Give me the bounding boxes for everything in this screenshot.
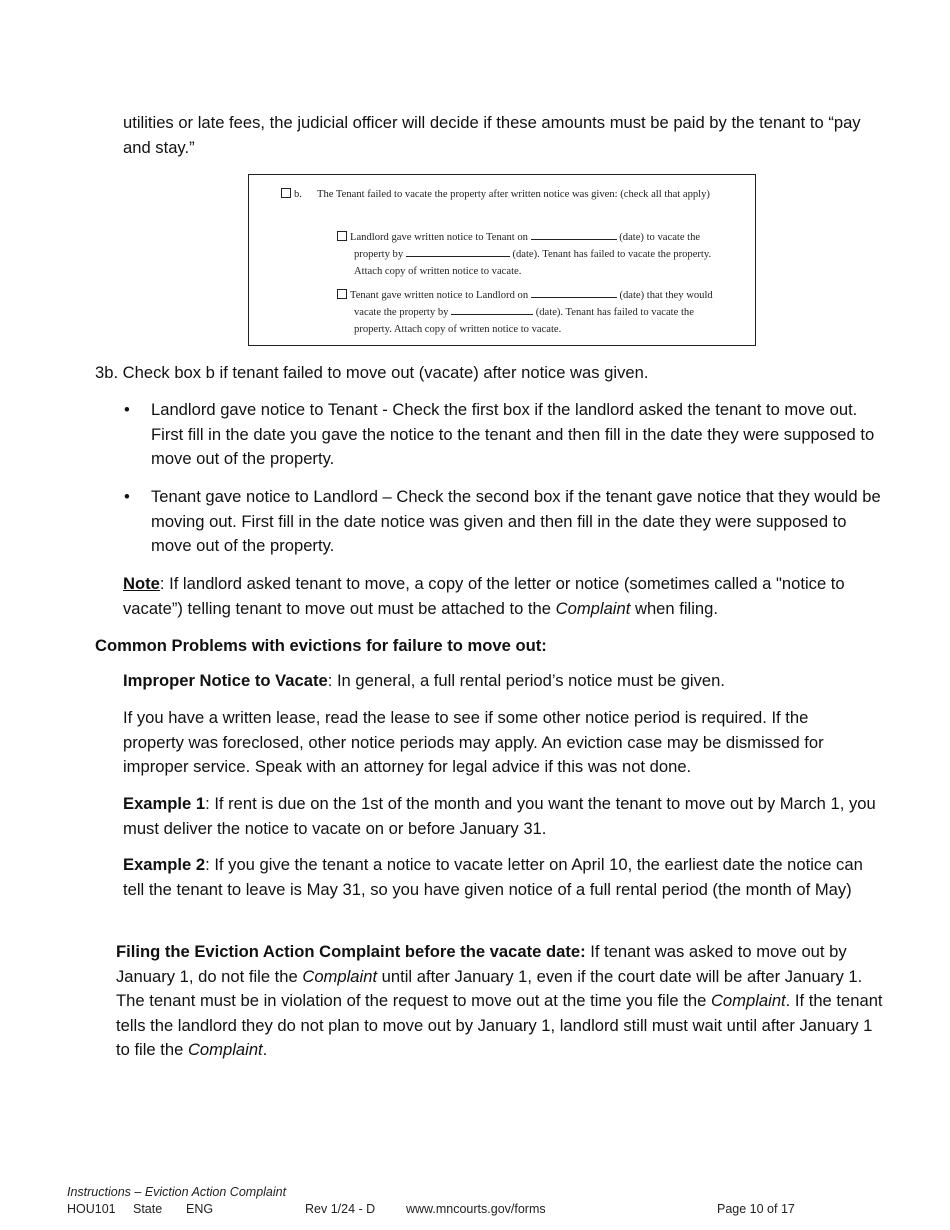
bullet-landlord-notice: Landlord gave notice to Tenant - Check the first box if the landlord asked the tenant to move out. First fill in the date you gave the notice to the tenant and then fill in the date they were supposed to move out of the property. [151,400,875,469]
sub2-text-b: (date) that they would vacate the property by [354,290,713,318]
sub1-text-c: (date). Tenant has failed to vacate the property. Attach copy of written notice to vacate. [354,249,712,277]
blank-date-line [451,305,533,315]
checkbox-tenant-notice [337,289,347,299]
bullet-dot: • [124,400,130,419]
sub1-text-a: Landlord gave written notice to Tenant on [350,232,528,243]
figure-item-b-label: b. [281,186,302,203]
checkbox-landlord-notice [337,231,347,241]
sub2-text-a: Tenant gave written notice to Landlord on [350,290,529,301]
improper-notice-paragraph: Improper Notice to Vacate: In general, a full rental period’s notice must be given. [123,671,725,690]
checkbox-b [281,188,291,198]
bullet-tenant-notice: Tenant gave notice to Landlord – Check the second box if the tenant gave notice that they would be moving out. First fill in the date notice was given and then fill in the date they were supposed to move out of the property. [151,487,881,556]
example-1-paragraph: Example 1: If rent is due on the 1st of the month and you want the tenant to move out by March 1, you must deliver the notice to vacate on or before January 31. [123,794,876,838]
footer-language: ENG [186,1202,214,1216]
note-label: Note [123,574,160,593]
footer-url: www.mncourts.gov/forms [406,1202,546,1216]
blank-date-line [406,247,510,257]
footer-state: State [133,1202,163,1216]
note-paragraph: Note: If landlord asked tenant to move, a copy of the letter or notice (sometimes called a "notice to vacate”) telling tenant to move out must be attached to the Complaint when filing. [123,574,845,618]
example-2-paragraph: Example 2: If you give the tenant a notice to vacate letter on April 10, the earliest date the notice can tell the tenant to leave is May 31, so you have given notice of a full rental period (the month of May) [123,855,863,899]
footer-page-number: Page 10 of 17 [717,1202,795,1216]
footer-revision: Rev 1/24 - D [305,1202,376,1216]
footer-form-code: HOU101 [67,1202,116,1216]
intro-paragraph: utilities or late fees, the judicial officer will decide if these amounts must be paid by the tenant to “pay and stay.” [123,113,861,157]
sub1-text-b: (date) to vacate the property by [354,232,701,260]
section-3b-heading: 3b. Check box b if tenant failed to move out (vacate) after notice was given. [95,363,649,382]
figure-sub-tenant-notice [337,287,727,338]
blank-date-line [531,230,617,240]
blank-date-line [531,288,617,298]
filing-before-vacate-paragraph: Filing the Eviction Action Complaint before the vacate date: If tenant was asked to move out by January 1, do not file the Complaint until after January 1, even if the court date will be after January 1. The tenant must be in violation of the request to move out at the time you file the Complaint. If the tenant tells the landlord they do not plan to move out by January 1, landlord still must wait until after January 1 to file the Complaint. [116,942,883,1060]
common-problems-heading: Common Problems with evictions for failure to move out: [95,636,547,655]
bullet-dot: • [124,487,130,506]
complaint-form-excerpt [248,174,756,346]
figure-sub-landlord-notice [337,229,727,280]
written-lease-paragraph: If you have a written lease, read the lease to see if some other notice period is required. If the property was foreclosed, other notice periods may apply. An eviction case may be dismissed for improper service. Speak with an attorney for legal advice if this was not done. [123,708,824,777]
footer-title: Instructions – Eviction Action Complaint [67,1185,287,1199]
sub2-text-c: (date). Tenant has failed to vacate the property. Attach copy of written notice to vacate. [354,307,694,335]
figure-item-b-text: The Tenant failed to vacate the property after written notice was given: (check all that apply) [317,189,710,200]
